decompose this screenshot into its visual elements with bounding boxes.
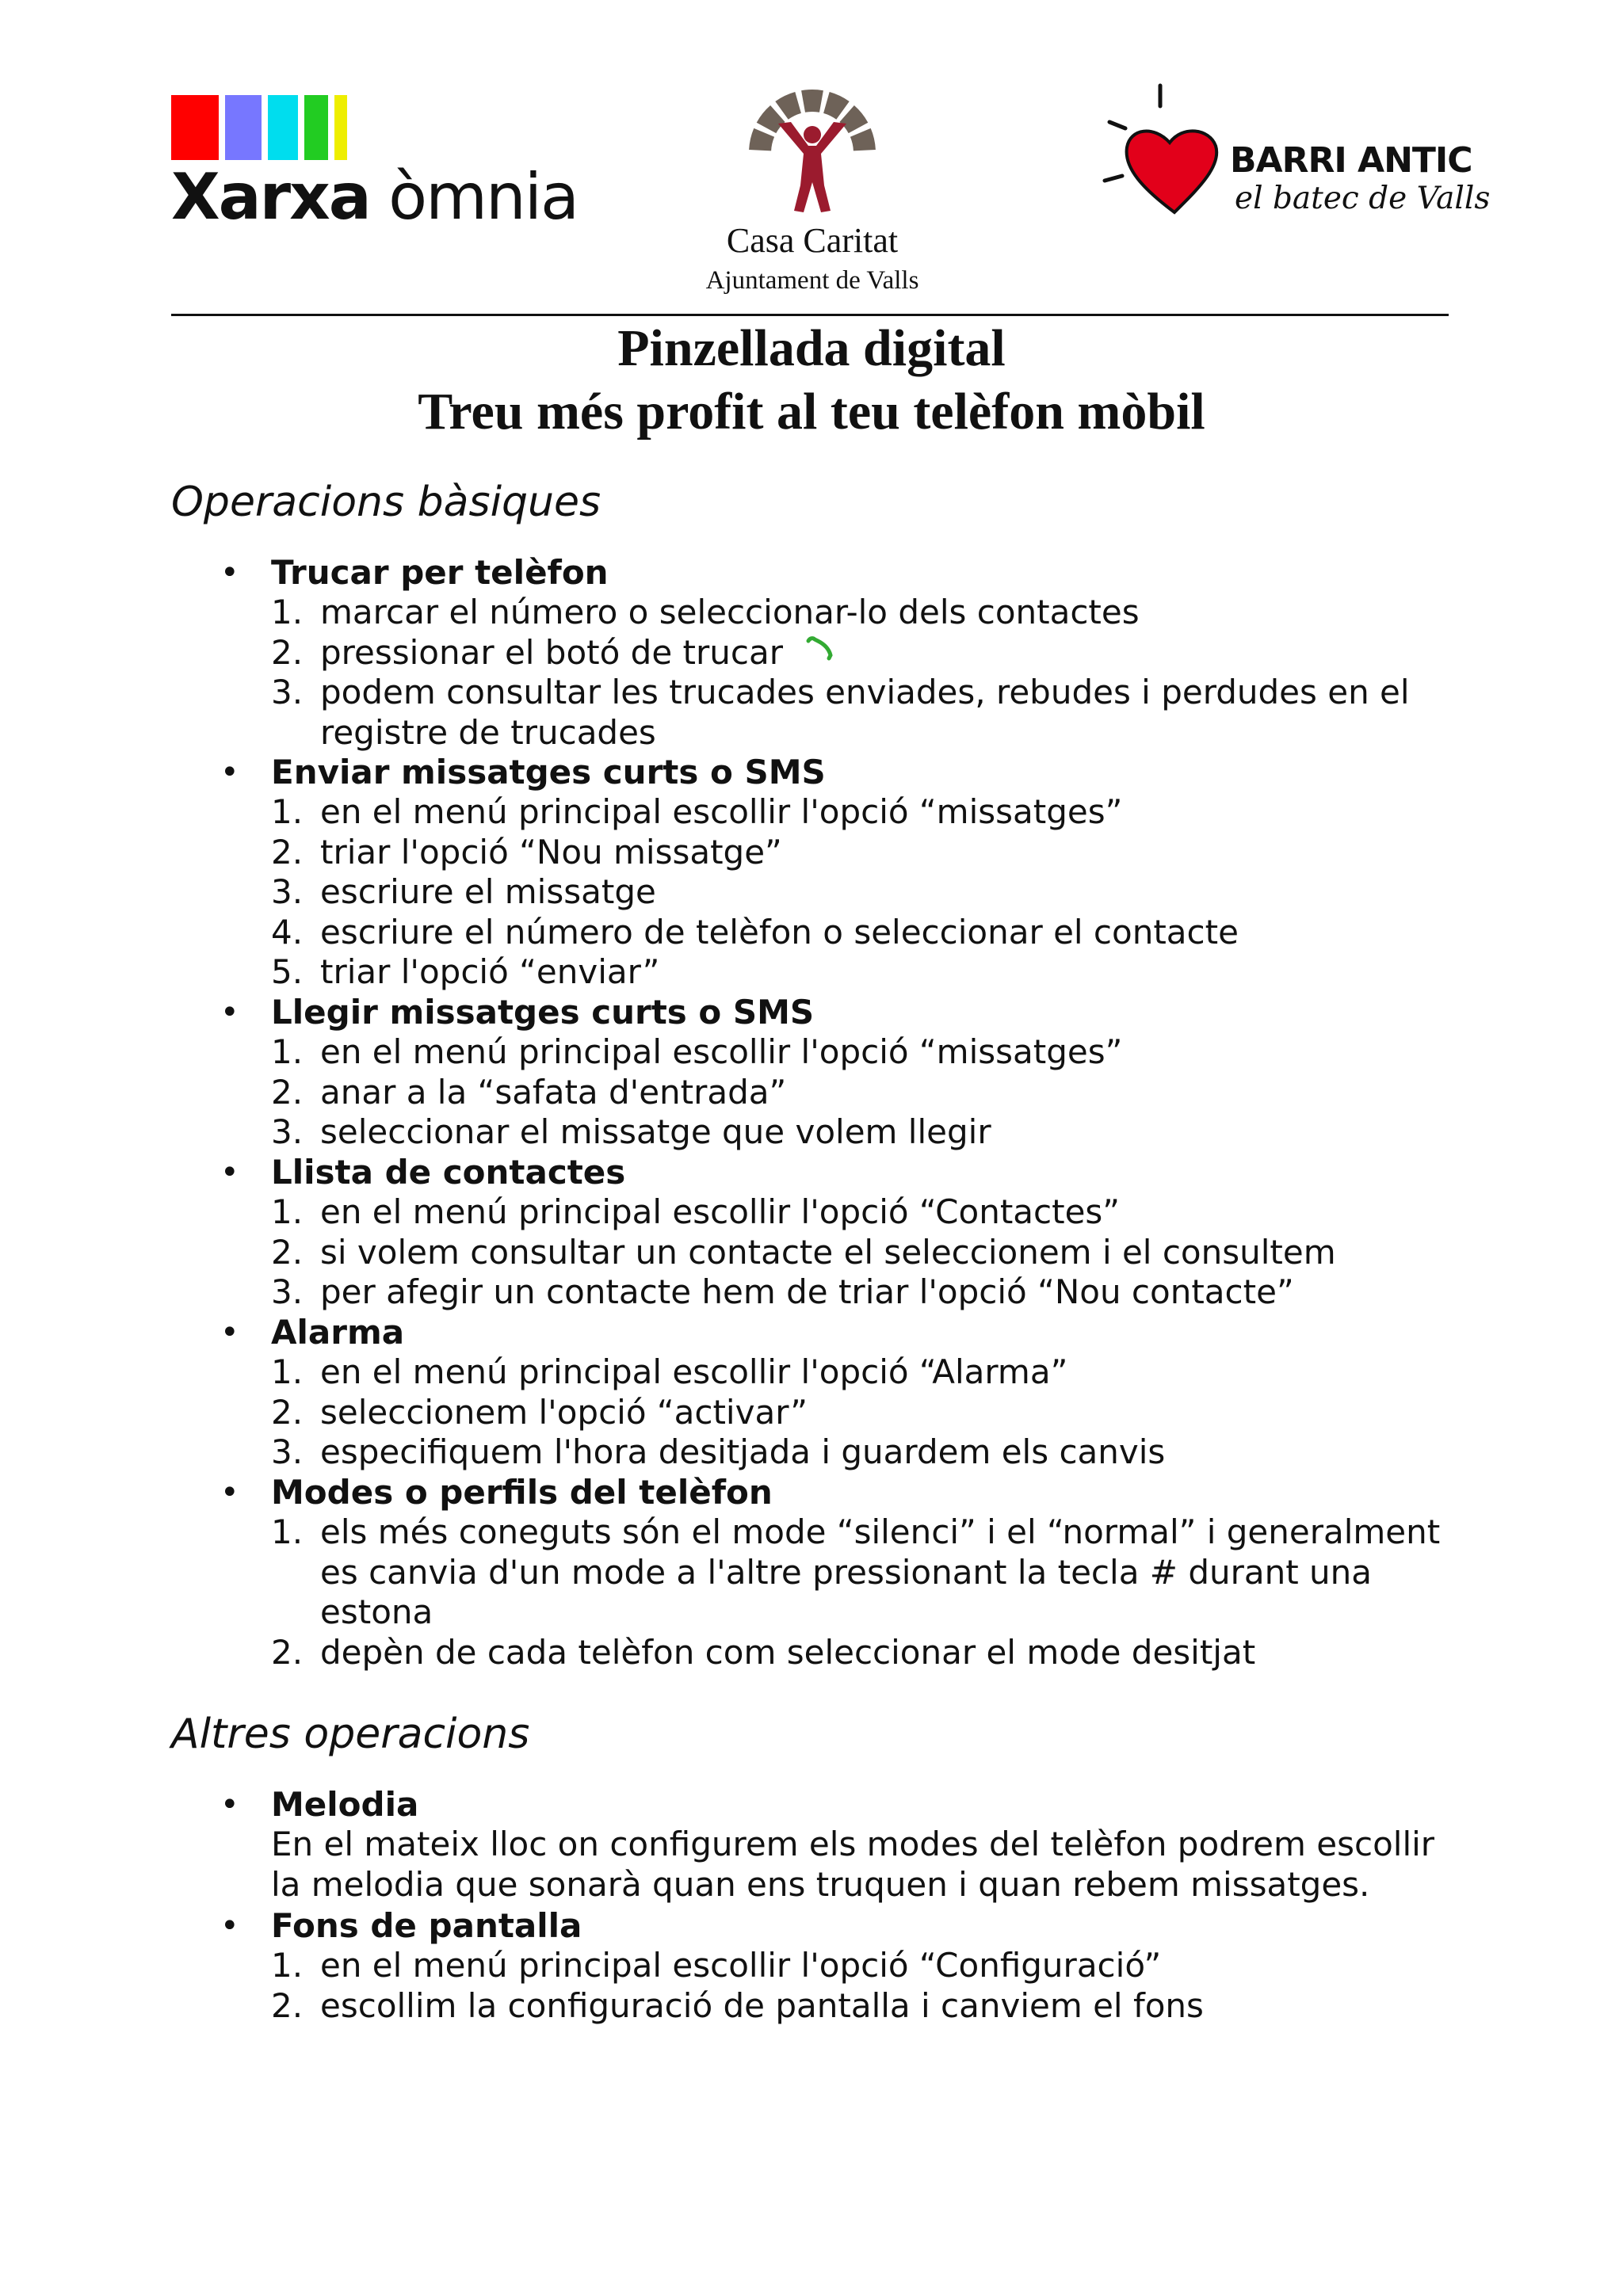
bullet: • xyxy=(220,1787,239,1823)
step-item: 3. especifiquem l'hora desitjada i guardem els canvis xyxy=(271,1432,1166,1472)
bullet: • xyxy=(220,1474,239,1511)
item-read-sms xyxy=(171,993,1518,1153)
header-divider xyxy=(171,314,1449,316)
step-item: 1. en el menú principal escollir l'opció “Configuració” xyxy=(271,1946,1162,1985)
item-title: Melodia xyxy=(271,1785,419,1824)
heart-icon xyxy=(1094,79,1236,222)
step-item: 2. si volem consultar un contacte el seleccionem i el consultem xyxy=(271,1232,1336,1272)
step-item: 2. seleccionem l'opció “activar” xyxy=(271,1392,808,1432)
casa-caritat-name: Casa Caritat xyxy=(726,221,899,260)
arch-stone xyxy=(775,92,801,120)
xarxa-omnia-logo xyxy=(171,95,578,234)
item-wallpaper xyxy=(171,1906,1518,2026)
arch-stone xyxy=(823,92,850,120)
step-item: 2. triar l'opció “Nou missatge” xyxy=(271,832,782,871)
item-title: Llegir missatges curts o SMS xyxy=(271,993,815,1032)
step-item: 2. escollim la configuració de pantalla i canviem el fons xyxy=(271,1985,1204,2025)
step-item: 3. escriure el missatge xyxy=(271,872,656,912)
figure-head xyxy=(804,126,821,143)
step-item: 1. en el menú principal escollir l'opció “missatges” xyxy=(271,1032,1123,1072)
arch-stone xyxy=(757,105,785,133)
item-title: Fons de pantalla xyxy=(271,1906,582,1945)
item-phone-call xyxy=(171,553,1518,753)
step-item: 1. en el menú principal escollir l'opció “Alarma” xyxy=(271,1352,1068,1392)
bullet: • xyxy=(220,754,239,791)
step-list xyxy=(171,1512,1518,1672)
step-item: 5. triar l'opció “enviar” xyxy=(271,952,660,992)
item-description: En el mateix lloc on configurem els modes del telèfon podrem escollir la melodia que sonarà quan ens truquen i quan rebem missatges. xyxy=(271,1825,1435,1904)
omnia-word: òmnia xyxy=(388,160,578,234)
step-item: 2. depèn de cada telèfon com seleccionar el mode desitjat xyxy=(271,1632,1256,1672)
document-subtitle: Treu més profit al teu telèfon mòbil xyxy=(418,383,1205,441)
color-bar-green xyxy=(304,95,328,160)
item-send-sms xyxy=(171,753,1518,992)
bullet: • xyxy=(220,994,239,1031)
arch-stone xyxy=(850,128,876,151)
document-title: Pinzellada digital xyxy=(617,319,1006,377)
item-contact-list xyxy=(171,1153,1518,1313)
xarxa-omnia-wordmark xyxy=(171,162,578,233)
arch-stone xyxy=(839,105,868,133)
step-list xyxy=(171,1192,1518,1312)
color-bar-blue xyxy=(225,95,262,160)
section-title-other-operations: Altres operacions xyxy=(171,1711,530,1758)
section-title-basic-operations: Operacions bàsiques xyxy=(171,479,601,526)
step-item: 1. en el menú principal escollir l'opció “Contactes” xyxy=(271,1192,1121,1232)
item-title: Enviar missatges curts o SMS xyxy=(271,753,826,791)
step-list xyxy=(171,1352,1518,1472)
casa-caritat-logo xyxy=(674,86,951,307)
bullet: • xyxy=(220,555,239,591)
item-title: Trucar per telèfon xyxy=(271,553,609,592)
step-item: 3. podem consultar les trucades enviades, rebudes i perdudes en el registre de trucades xyxy=(271,673,1410,752)
phone-call-icon xyxy=(804,635,835,663)
step-list xyxy=(171,1946,1518,2026)
item-ringtone xyxy=(171,1785,1518,1905)
item-title: Llista de contactes xyxy=(271,1153,626,1192)
arch-stone xyxy=(801,90,823,113)
color-bar-yellow xyxy=(334,95,347,160)
barri-antic-tagline: el batec de Valls xyxy=(1235,181,1491,216)
bullet: • xyxy=(220,1154,239,1191)
color-bar-cyan xyxy=(268,95,298,160)
bullet: • xyxy=(220,1314,239,1351)
step-list xyxy=(171,792,1518,992)
xarxa-word: Xarxa xyxy=(171,160,370,234)
step-item: 3. seleccionar el missatge que volem llegir xyxy=(271,1112,991,1152)
item-alarm xyxy=(171,1313,1518,1473)
step-list xyxy=(171,593,1518,753)
step-item: 1. en el menú principal escollir l'opció “missatges” xyxy=(271,792,1123,832)
casa-caritat-subtitle: Ajuntament de Valls xyxy=(705,266,919,295)
barri-antic-logo xyxy=(1094,79,1491,230)
step-list xyxy=(171,1032,1518,1152)
step-item: 3. per afegir un contacte hem de triar l'opció “Nou contacte” xyxy=(271,1272,1294,1312)
color-bar-red xyxy=(171,95,219,160)
bullet: • xyxy=(220,1908,239,1944)
step-item: 1. marcar el número o seleccionar-lo dels contactes xyxy=(271,593,1140,632)
arch-stone xyxy=(749,128,774,151)
step-item: 2. pressionar el botó de trucar xyxy=(171,633,1518,673)
item-title: Modes o perfils del telèfon xyxy=(271,1473,773,1512)
step-item: 4. escriure el número de telèfon o seleccionar el contacte xyxy=(271,912,1239,952)
item-phone-modes xyxy=(171,1473,1518,1672)
barri-antic-title: BARRI ANTIC xyxy=(1230,140,1472,181)
xarxa-color-bars xyxy=(171,95,349,160)
casa-caritat-emblem-icon xyxy=(745,86,880,220)
item-title: Alarma xyxy=(271,1313,405,1352)
step-item: 2. anar a la “safata d'entrada” xyxy=(271,1072,787,1112)
step-item: 1. els més coneguts són el mode “silenci” i el “normal” i generalment es canvia d'un mode a l'altre pressionant la tecla # durant una estona xyxy=(271,1512,1441,1632)
